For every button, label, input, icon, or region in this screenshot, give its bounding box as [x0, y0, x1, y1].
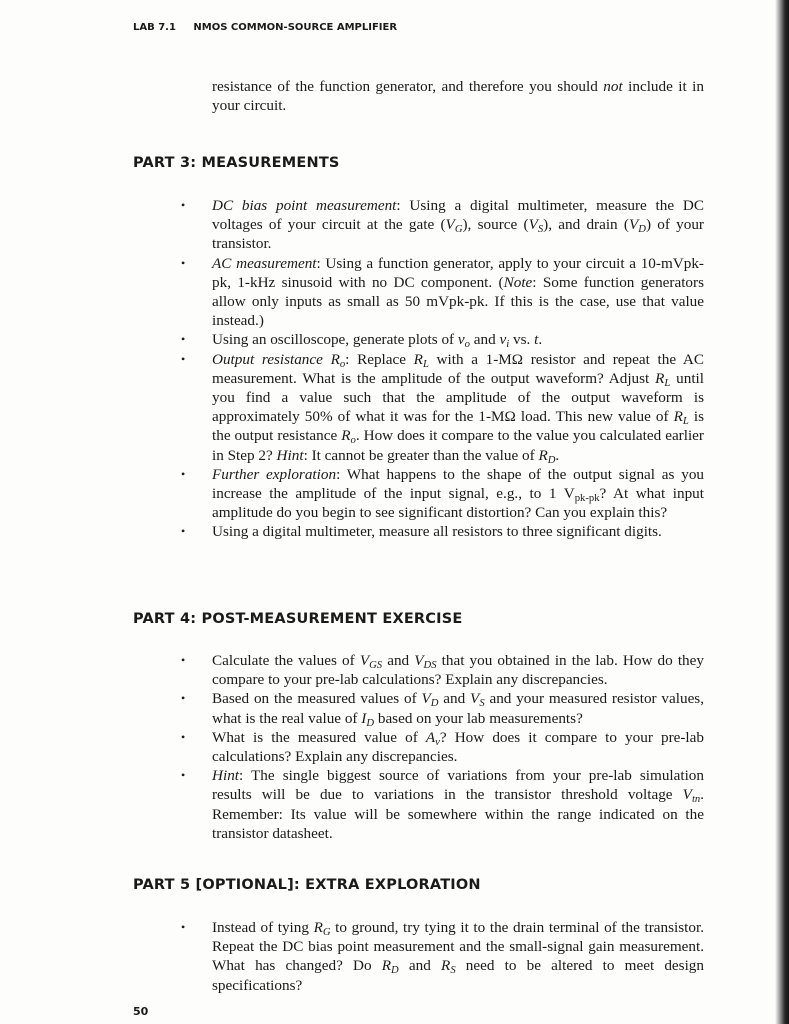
list-item: • Further exploration: What happens to the shape of the output signal as you increase the amplitude of the input signal, e.g., to 1 $V_{pk-pk}$? At what input amplitude do you begin to see significant distortion? Can you explain this? [212, 465, 704, 523]
page-binding-shadow [775, 0, 789, 1024]
list-item: • What is the measured value of $A_v$? How does it compare to your pre-lab calculations? Explain any discrepancies. [212, 728, 704, 766]
part3-list [212, 196, 704, 542]
part5-heading: PART 5 [OPTIONAL]: EXTRA EXPLORATION [133, 877, 481, 893]
list-item: • Using an oscilloscope, generate plots of $v_o$ and $v_i$ vs. t. [212, 330, 704, 349]
list-item: • Hint: The single biggest source of variations from your pre-lab simulation results will be due to variations in the transistor threshold voltage $V_{tn}$. Remember: Its value will be somewhere within the range indicated on the transistor datasheet. [212, 766, 704, 843]
part5-list [212, 918, 704, 995]
list-item: • AC measurement: Using a function generator, apply to your circuit a 10-mVpk-pk, 1-kHz sinusoid with no DC component. (Note: Some function generators allow only inputs as small as 50 mVpk-pk. If this is the case, use that value instead.) [212, 254, 704, 331]
chapter-label: LAB 7.1 [133, 22, 176, 33]
part4-list [212, 651, 704, 843]
list-item: • Using a digital multimeter, measure all resistors to three significant digits. [212, 522, 704, 541]
list-item: • Instead of tying $R_G$ to ground, try tying it to the drain terminal of the transistor. Repeat the DC bias point measurement and the small-signal gain measurement. What has changed? Do $R_D$ and $R_S$ need to be altered to meet design specifications? [212, 918, 704, 995]
chapter-title: NMOS COMMON-SOURCE AMPLIFIER [193, 22, 398, 33]
running-header [133, 22, 397, 33]
list-item: • DC bias point measurement: Using a digital multimeter, measure the DC voltages of your circuit at the gate $(V_G)$, source $(V_S)$, and drain $(V_D)$ of your transistor. [212, 196, 704, 254]
continuation-text: resistance of the function generator, and therefore you should not include it in your circuit. [212, 78, 704, 114]
part4-heading: PART 4: POST-MEASUREMENT EXERCISE [133, 611, 463, 627]
list-item: • Calculate the values of $V_{GS}$ and $V_{DS}$ that you obtained in the lab. How do they compare to your pre-lab calculations? Explain any discrepancies. [212, 651, 704, 689]
continuation-paragraph [212, 77, 704, 115]
page-number: 50 [133, 1005, 149, 1018]
list-item: • Output resistance $R_o$: Replace $R_L$ with a 1-MΩ resistor and repeat the AC measurement. What is the amplitude of the output waveform? Adjust $R_L$ until you find a value such that the amplitude of the output waveform is approximately 50% of what it was for the 1-MΩ load. This new value of $R_L$ is the output resistance $R_o$. How does it compare to the value you calculated earlier in Step 2? Hint: It cannot be greater than the value of $R_D$. [212, 350, 704, 465]
part3-heading: PART 3: MEASUREMENTS [133, 155, 340, 171]
list-item: • Based on the measured values of $V_D$ and $V_S$ and your measured resistor values, what is the real value of $I_D$ based on your lab measurements? [212, 689, 704, 727]
